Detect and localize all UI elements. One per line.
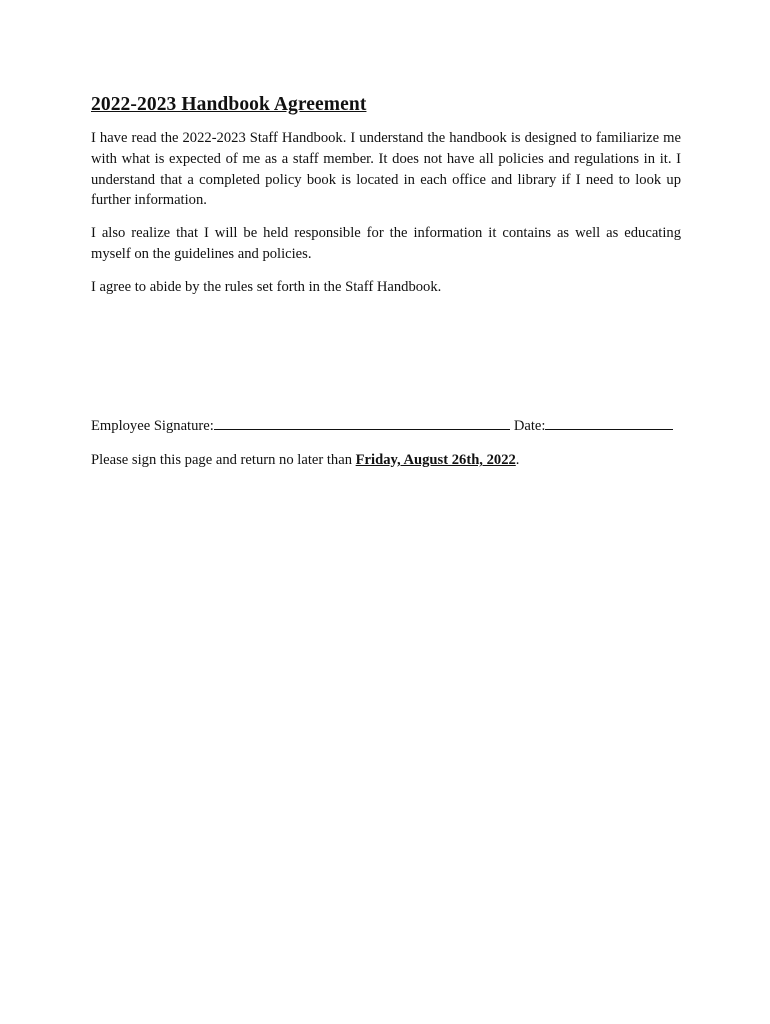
deadline-date: Friday, August 26th, 2022	[355, 452, 516, 468]
document-body	[91, 92, 681, 310]
date-line[interactable]	[545, 415, 673, 430]
date-label: Date:	[513, 418, 546, 434]
page-title: 2022-2023 Handbook Agreement	[91, 94, 367, 115]
signature-label: Employee Signature:	[91, 418, 214, 434]
paragraph-handbook-read: I have read the 2022-2023 Staff Handbook. I understand the handbook is designed to familiarize me with what is expected of me as a staff member. It does not have all policies and regulations in it. I understand that a completed policy book is located in each office and library if I need to look up further information.	[91, 130, 681, 209]
paragraph-responsibility: I also realize that I will be held responsible for the information it contains as well as educating myself on the guidelines and policies.	[91, 225, 681, 262]
signature-row	[91, 415, 691, 437]
return-suffix: .	[515, 452, 520, 468]
return-text: Please sign this page and return no later than	[91, 452, 356, 468]
signature-line[interactable]	[214, 415, 510, 430]
return-instruction	[91, 449, 519, 471]
paragraph-agreement: I agree to abide by the rules set forth in the Staff Handbook.	[91, 278, 442, 295]
